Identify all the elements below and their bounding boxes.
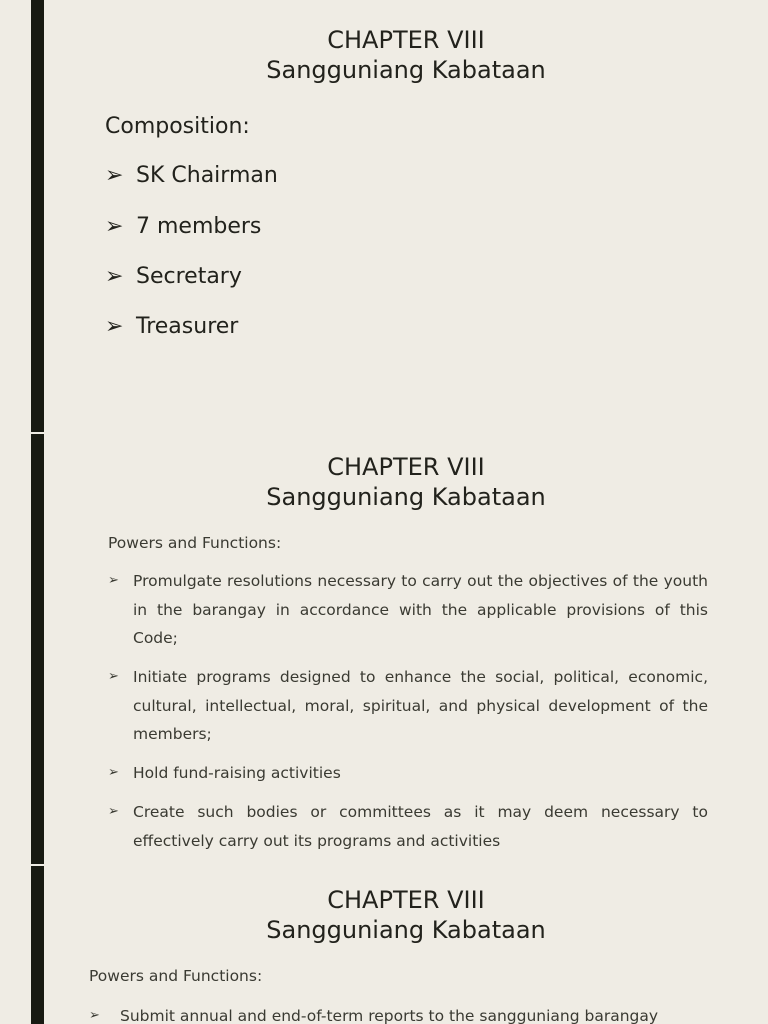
- accent-bar: [31, 0, 44, 432]
- chapter-subheading: Sangguniang Kabataan: [266, 483, 546, 511]
- arrowhead-bullet-icon: ➢: [108, 804, 119, 819]
- list-item: [105, 162, 278, 190]
- list-item-text: Promulgate resolutions necessary to carry out the objectives of the youth in the barangay in accordance with the applicable provisions of this Code;: [133, 572, 708, 647]
- list-item-text: Hold fund-raising activities: [133, 764, 341, 782]
- chapter-subheading: Sangguniang Kabataan: [266, 916, 546, 944]
- list-item-text: Treasurer: [136, 314, 239, 339]
- list-item: [108, 663, 708, 749]
- accent-bar: [31, 434, 44, 864]
- list-item-text: SK Chairman: [136, 163, 278, 188]
- list-item: [105, 263, 242, 291]
- list-item-text: 7 members: [136, 214, 262, 239]
- slide-title: [44, 25, 768, 85]
- list-item: [108, 567, 708, 653]
- arrowhead-bullet-icon: ➢: [108, 573, 119, 588]
- arrowhead-bullet-icon: ➢: [105, 264, 124, 289]
- list-item: [89, 1002, 699, 1024]
- chapter-heading: CHAPTER VIII: [327, 453, 485, 481]
- list-item-text: Initiate programs designed to enhance the social, political, economic, cultural, intellectual, moral, spiritual, and physical development of the members;: [133, 668, 708, 743]
- slide-title: [44, 885, 768, 945]
- list-item: [105, 213, 261, 241]
- list-item-text: Submit annual and end-of-term reports to the sangguniang barangay: [120, 1007, 659, 1024]
- list-item-text: Create such bodies or committees as it may deem necessary to effectively carry out its programs and activities: [133, 803, 708, 850]
- chapter-subheading: Sangguniang Kabataan: [266, 56, 546, 84]
- arrowhead-bullet-icon: ➢: [108, 669, 119, 684]
- chapter-heading: CHAPTER VIII: [327, 886, 485, 914]
- slide-composition: [0, 0, 768, 432]
- list-item: [108, 798, 708, 855]
- list-item: [105, 313, 238, 341]
- arrowhead-bullet-icon: ➢: [105, 214, 124, 239]
- accent-bar: [31, 866, 44, 1024]
- section-label: Powers and Functions:: [89, 967, 263, 985]
- arrowhead-bullet-icon: ➢: [105, 314, 124, 339]
- slide-powers-functions-continued: [0, 866, 768, 1024]
- arrowhead-bullet-icon: ➢: [108, 765, 119, 780]
- list-item: [108, 759, 708, 788]
- arrowhead-bullet-icon: ➢: [105, 163, 124, 188]
- section-label: Powers and Functions:: [108, 534, 282, 552]
- chapter-heading: CHAPTER VIII: [327, 26, 485, 54]
- arrowhead-bullet-icon: ➢: [89, 1008, 100, 1023]
- slide-title: [44, 452, 768, 512]
- list-item-text: Secretary: [136, 264, 242, 289]
- section-label: Composition:: [105, 114, 250, 139]
- slide-powers-functions: [0, 434, 768, 864]
